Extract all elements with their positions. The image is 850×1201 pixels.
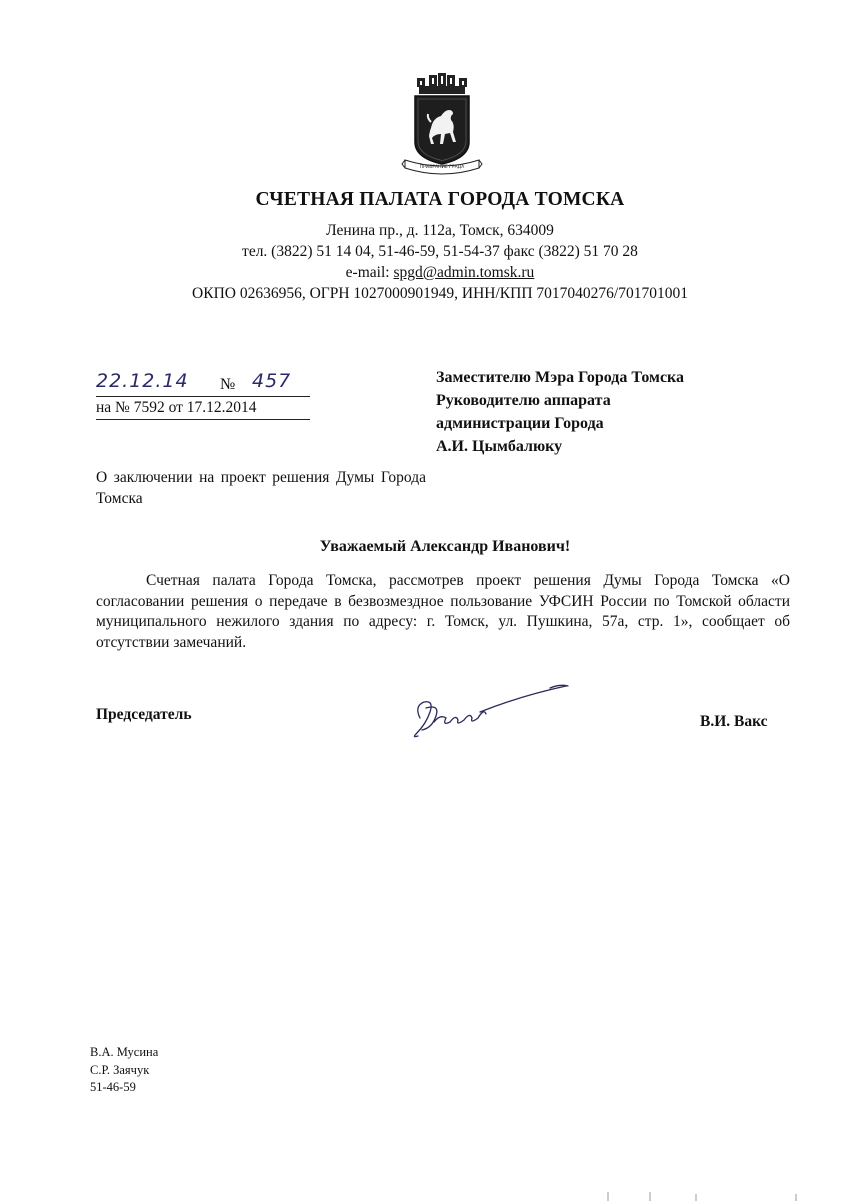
handwritten-signature bbox=[400, 678, 580, 748]
addressee-block bbox=[436, 366, 684, 458]
reference-block bbox=[96, 370, 336, 420]
organization-registry: ОКПО 02636956, ОГРН 1027000901949, ИНН/КПП 7017040276/701701001 bbox=[192, 285, 688, 302]
signatory-name: В.И. Вакс bbox=[700, 713, 768, 730]
addressee-line: А.И. Цымбалюку bbox=[436, 438, 563, 455]
scan-artifact-marks bbox=[600, 1188, 820, 1201]
executors-block bbox=[90, 1044, 158, 1097]
executor-name: В.А. Мусина bbox=[90, 1045, 159, 1059]
organization-email-line bbox=[0, 263, 850, 283]
handwritten-date: 22.12.14 bbox=[96, 370, 189, 392]
letter-body: Счетная палата Города Томска, рассмотрев проект решения Думы Города Томска «О согласовании решения о передаче в безвозмездное пользование УФСИН России по Томской области муниципального нежилого здания по адресу: г. Томск, ул. Пушкина, 57а, стр. 1», сообщает об отсутствии замечаний. bbox=[96, 572, 790, 651]
outgoing-reference bbox=[96, 370, 310, 397]
addressee-line: Заместителю Мэра Города Томска bbox=[436, 369, 685, 386]
email-label: e-mail: bbox=[345, 264, 394, 281]
addressee-line: Руководителю аппарата bbox=[436, 392, 611, 409]
executor-phone: 51-46-59 bbox=[90, 1080, 136, 1094]
tomsk-coat-of-arms-icon bbox=[401, 72, 483, 176]
svg-text:ПРИБРАНИЕ ГРАДА: ПРИБРАНИЕ ГРАДА bbox=[419, 165, 465, 170]
reply-reference: на № 7592 от 17.12.2014 bbox=[96, 399, 310, 420]
signatory-title: Председатель bbox=[96, 706, 192, 723]
addressee-line: администрации Города bbox=[436, 415, 604, 432]
email-link[interactable]: spgd@admin.tomsk.ru bbox=[393, 264, 535, 281]
organization-address: Ленина пр., д. 112а, Томск, 634009 bbox=[326, 222, 554, 239]
letter-subject: О заключении на проект решения Думы Города Томска bbox=[96, 469, 426, 507]
organization-name: СЧЕТНАЯ ПАЛАТА ГОРОДА ТОМСКА bbox=[255, 189, 625, 210]
handwritten-number: 457 bbox=[252, 370, 292, 392]
executor-name: С.Р. Заячук bbox=[90, 1062, 150, 1077]
organization-phones: тел. (3822) 51 14 04, 51-46-59, 51-54-37 факс (3822) 51 70 28 bbox=[242, 243, 638, 260]
salutation: Уважаемый Александр Иванович! bbox=[319, 538, 571, 555]
number-sign: № bbox=[220, 376, 236, 393]
